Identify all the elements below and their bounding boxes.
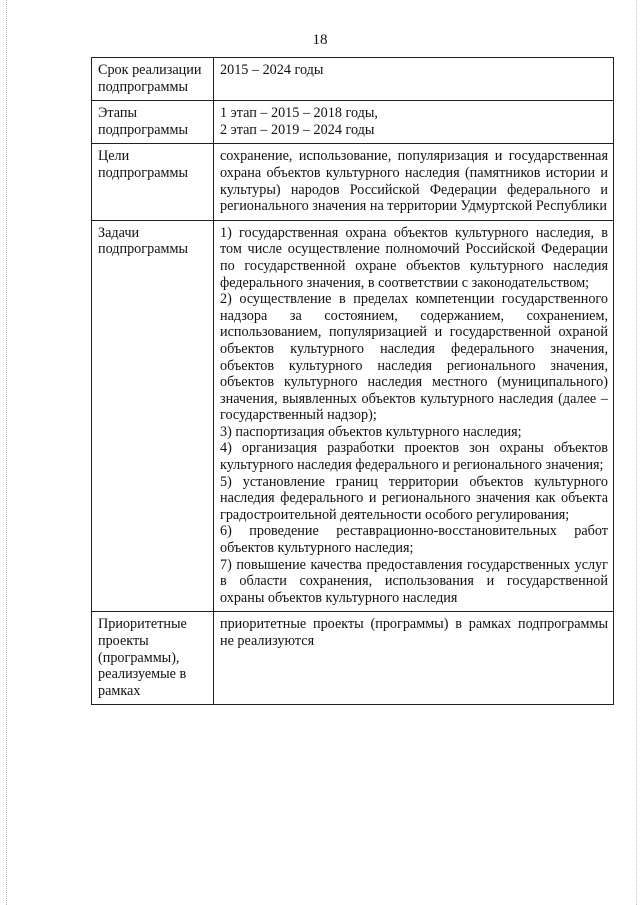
row-value bbox=[214, 101, 614, 144]
table-row-duration bbox=[92, 58, 614, 101]
row-label: Этапы подпрограммы bbox=[92, 101, 214, 144]
scan-edge-right bbox=[636, 0, 637, 905]
scan-edge-left bbox=[6, 0, 7, 905]
table-row-goals bbox=[92, 144, 614, 220]
row-label: Приоритетные проекты (программы), реализуемые в рамках bbox=[92, 612, 214, 705]
task-item: 7) повышение качества предоставления государственных услуг в области сохранения, использования и государственной охраны объектов культурного наследия bbox=[220, 556, 608, 606]
task-item: 3) паспортизация объектов культурного наследия; bbox=[220, 423, 522, 440]
task-item: 1) государственная охрана объектов культурного наследия, в том числе осуществление полномочий Российской Федерации по государственной охране объектов культурного наследия федерального значения, в соответствии с законодательством; bbox=[220, 224, 608, 291]
row-value bbox=[214, 58, 614, 101]
row-value-line: 2 этап – 2019 – 2024 годы bbox=[220, 121, 375, 138]
subprogram-passport-table bbox=[91, 57, 614, 705]
row-value-line: приоритетные проекты (программы) в рамках подпрограммы не реализуются bbox=[220, 616, 608, 649]
table-row-tasks bbox=[92, 220, 614, 612]
table-row-stages bbox=[92, 101, 614, 144]
row-label: Срок реализации подпрограммы bbox=[92, 58, 214, 101]
task-item: 2) осуществление в пределах компетенции государственного надзора за состоянием, содержанием, сохранением, использованием, популяризацией и государственной охраной объектов культурного наследия федерального значения, объектов культурного наследия регионального значения, объектов культурного наследия местного (муниципального) значения, выявленных объектов культурного наследия (далее – государственный надзор); bbox=[220, 291, 608, 424]
row-value bbox=[214, 612, 614, 705]
row-value bbox=[214, 144, 614, 220]
row-value-line: 1 этап – 2015 – 2018 годы, bbox=[220, 105, 378, 122]
task-item: 4) организация разработки проектов зон охраны объектов культурного наследия федерального и регионального значения; bbox=[220, 440, 608, 474]
table-row-priority-projects bbox=[92, 612, 614, 705]
row-value-line: 2015 – 2024 годы bbox=[220, 62, 324, 78]
task-item: 6) проведение реставрационно-восстановительных работ объектов культурного наследия; bbox=[220, 523, 608, 557]
task-item: 5) установление границ территории объектов культурного наследия федерального и регионального значения как объекта градостроительной деятельности особого регулирования; bbox=[220, 473, 608, 523]
row-value bbox=[214, 220, 614, 612]
row-label: Цели подпрограммы bbox=[92, 144, 214, 220]
row-label: Задачи подпрограммы bbox=[92, 220, 214, 612]
row-value-line: сохранение, использование, популяризация и государственная охрана объектов культурного наследия (памятников истории и культуры) народов Российской Федерации федерального и регионального значения на территории Удмуртской Республики bbox=[220, 148, 608, 215]
page-number: 18 bbox=[312, 32, 328, 48]
